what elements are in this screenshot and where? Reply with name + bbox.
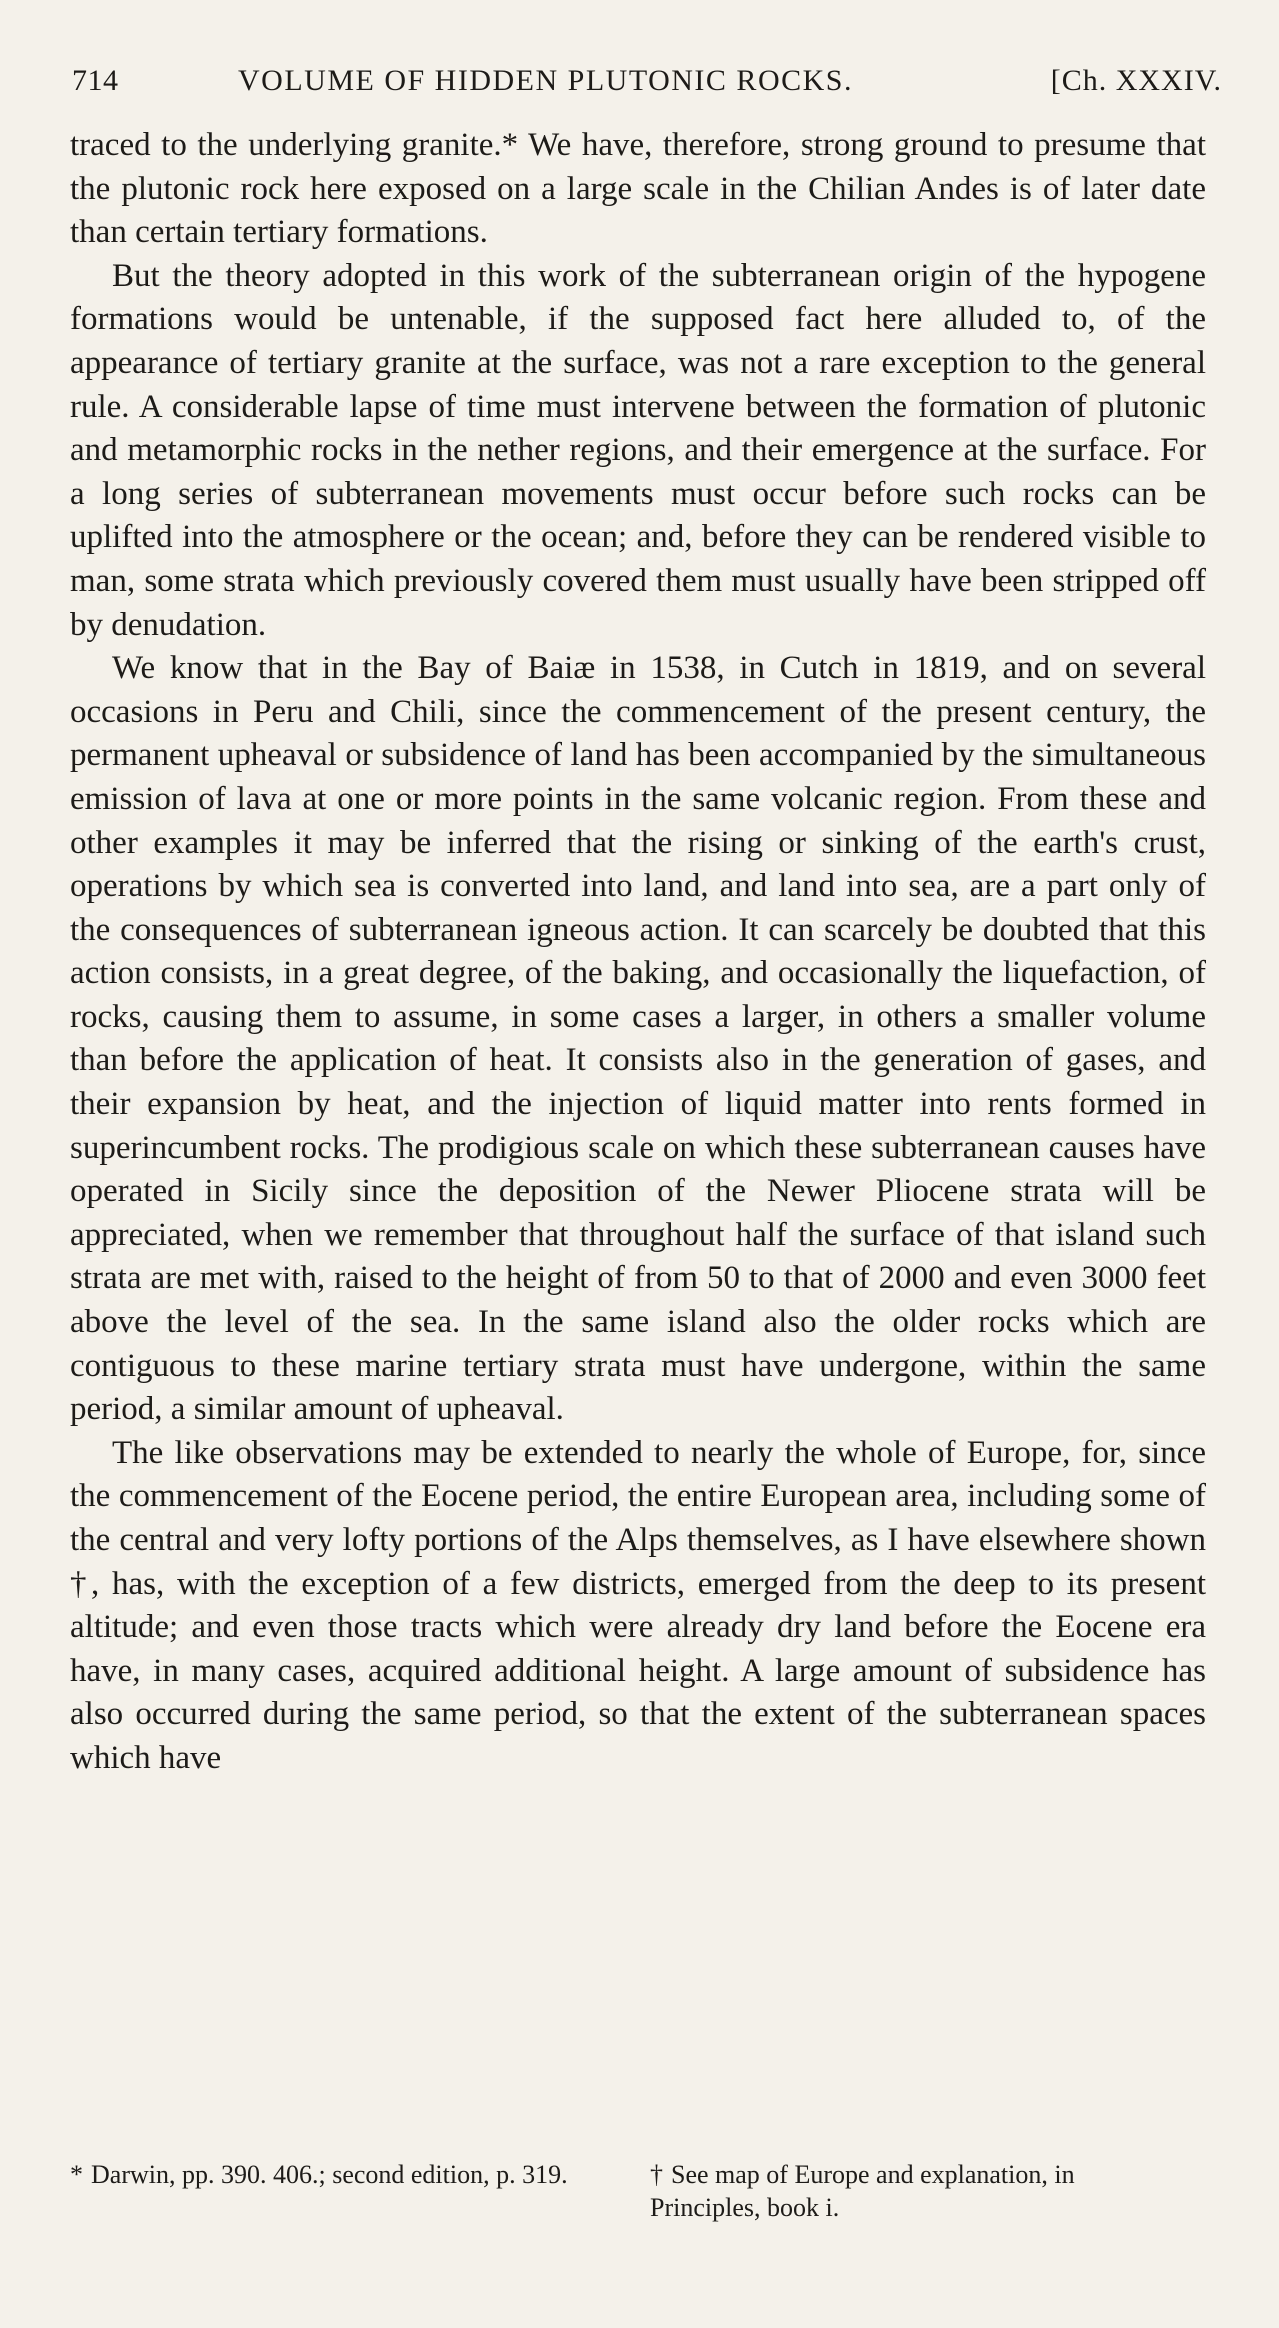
paragraph-1: traced to the underlying granite.* We have, therefore, strong ground to presume that the plutonic rock here exposed on a large scale in the Chilian Andes is of later date than certain tertiary formations. xyxy=(70,127,1206,251)
footnote-2 xyxy=(650,2158,1170,2224)
footnote-marker: * xyxy=(70,2160,83,2189)
footnote-text: See map of Europe and explanation, in Principles, book i. xyxy=(650,2160,1075,2222)
footnote-text: Darwin, pp. 390. 406.; second edition, p. 319. xyxy=(91,2160,568,2189)
running-title: VOLUME OF HIDDEN PLUTONIC ROCKS. xyxy=(238,64,853,97)
running-header xyxy=(72,64,1222,114)
paragraph-2: But the theory adopted in this work of the subterranean origin of the hypogene formations would be untenable, if the supposed fact here alluded to, of the appearance of tertiary granite at the surface, was not a rare exception to the general rule. A considerable lapse of time must intervene between the formation of plutonic and metamorphic rocks in the nether regions, and their emergence at the surface. For a long series of subterranean movements must occur before such rocks can be uplifted into the atmosphere or the ocean; and, before they can be rendered visible to man, some strata which previously covered them must usually have been stripped off by denudation. xyxy=(70,257,1206,643)
paragraph-4: The like observations may be extended to nearly the whole of Europe, for, since the commencement of the Eocene period, the entire European area, including some of the central and very lofty portions of the Alps themselves, as I have elsewhere shown †, has, with the exception of a few districts, emerged from the deep to its present altitude; and even those tracts which were already dry land before the Eocene era have, in many cases, acquired additional height. A large amount of subsidence has also occurred during the same period, so that the extent of the subterranean spaces which have xyxy=(70,1434,1206,1776)
paragraph-3: We know that in the Bay of Baiæ in 1538, in Cutch in 1819, and on several occasions in Peru and Chili, since the commencement of the present century, the permanent upheaval or subsidence of land has been accompanied by the simultaneous emission of lava at one or more points in the same volcanic region. From these and other examples it may be inferred that the rising or sinking of the earth's crust, operations by which sea is converted into land, and land into sea, are a part only of the consequences of subterranean igneous action. It can scarcely be doubted that this action consists, in a great degree, of the baking, and occasionally the liquefaction, of rocks, causing them to assume, in some cases a larger, in others a smaller volume than before the application of heat. It consists also in the generation of gases, and their expansion by heat, and the injection of liquid matter into rents formed in superincumbent rocks. The prodigious scale on which these subterranean causes have operated in Sicily since the deposition of the Newer Pliocene strata will be appreciated, when we remember that throughout half the surface of that island such strata are met with, raised to the height of from 50 to that of 2000 and even 3000 feet above the level of the sea. In the same island also the older rocks which are contiguous to these marine tertiary strata must have undergone, within the same period, a similar amount of upheaval. xyxy=(70,650,1206,1428)
main-text xyxy=(70,124,1206,1781)
footnote-1 xyxy=(70,2158,590,2191)
page-number: 714 xyxy=(72,64,119,97)
footnote-marker: † xyxy=(650,2160,663,2189)
footnotes xyxy=(70,2158,1206,2248)
chapter-label: [Ch. XXXIV. xyxy=(1050,64,1222,97)
